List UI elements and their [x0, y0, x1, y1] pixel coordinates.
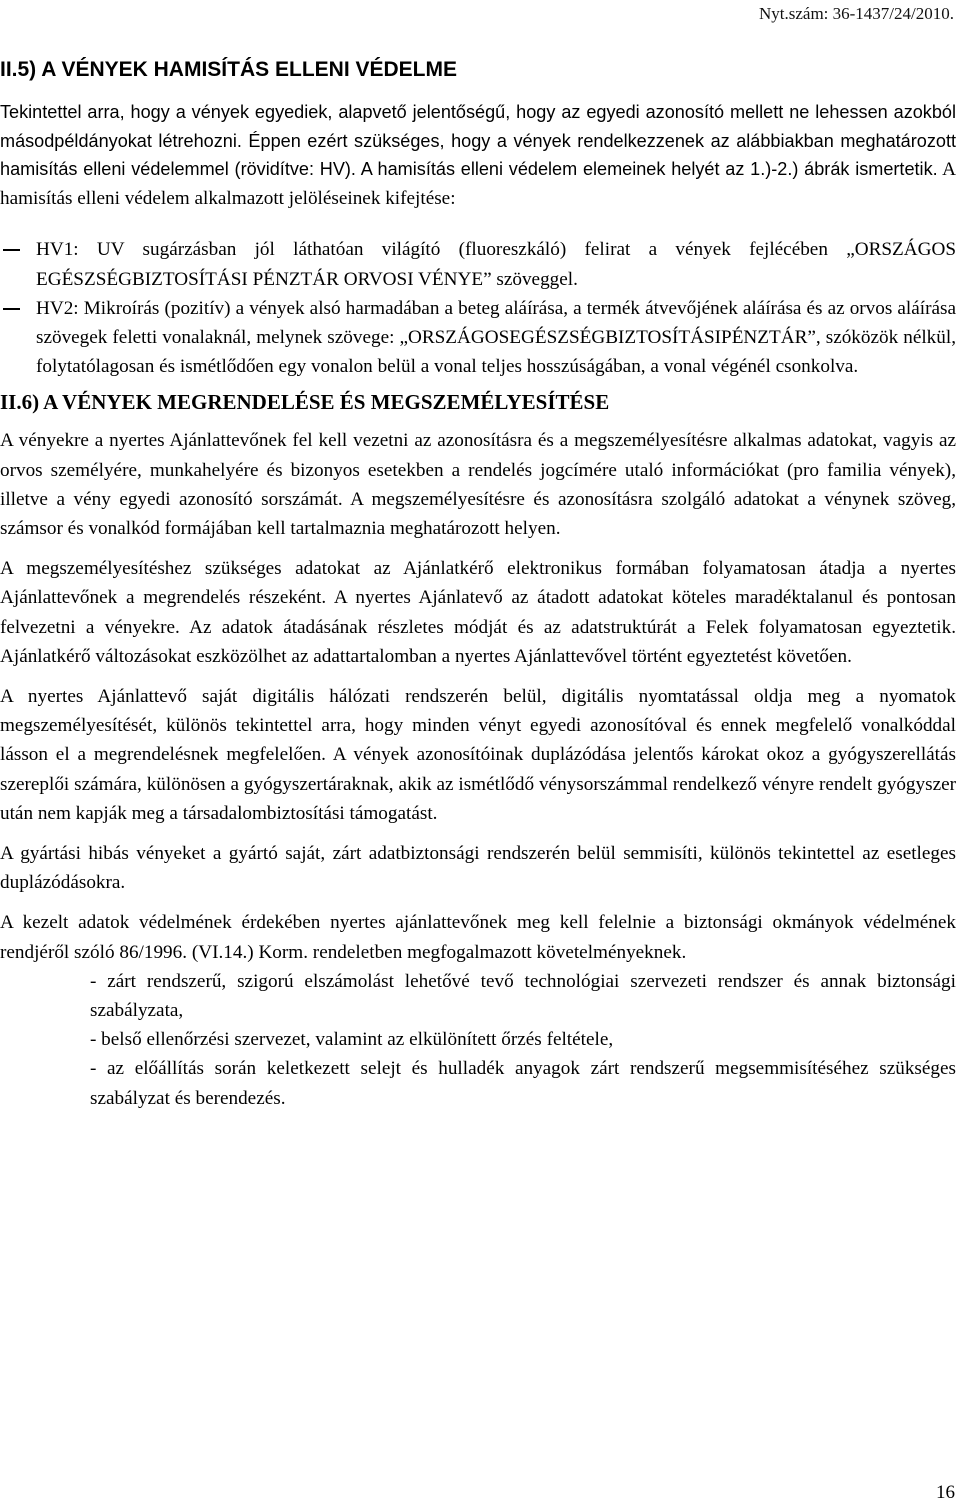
- document-body: [0, 55, 956, 1113]
- section-title-hamisitas: II.5) A VÉNYEK HAMISÍTÁS ELLENI VÉDELME: [0, 58, 457, 81]
- section-title-megrendeles: II.6) A VÉNYEK MEGRENDELÉSE ÉS MEGSZEMÉLYESÍTÉSE: [0, 390, 610, 415]
- requirement-item: - zárt rendszerű, szigorú elszámolást lehetővé tevő technológiai szervezeti rendszer és annak biztonsági szabályzata,: [90, 970, 956, 1022]
- dash-icon: [3, 308, 20, 310]
- dash-icon: [3, 249, 20, 251]
- requirements-list: [0, 967, 956, 1113]
- requirement-item: - az előállítás során keletkezett selejt és hulladék anyagok zárt rendszerű megsemmisítéséhez szükséges szabályzat és berendezés.: [90, 1058, 956, 1109]
- requirement-item: - belső ellenőrzési szervezet, valamint az elkülönített őrzés feltétele,: [90, 1029, 614, 1051]
- hv-item-text: HV2: Mikroírás (pozitív) a vények alsó harmadában a beteg aláírása, a termék átvevőjének aláírása és az orvos aláírása szövegek feletti vonalaknál, melynek szövege: „ORSZÁGOSEGÉSZSÉGBIZTOSÍTÁSIPÉNZTÁR”, szóközök nélkül, folytatólagosan és ismétlődően egy vonalon belül a vonal teljes hosszúságában, a vonal végénél csonkolva.: [36, 297, 956, 378]
- paragraph-4: A gyártási hibás vényeket a gyártó saját, zárt adatbiztonsági rendszerén belül semmisíti, különös tekintettel az esetleges duplázódásokra.: [0, 843, 956, 894]
- paragraph-3: A nyertes Ajánlattevő saját digitális hálózati rendszerén belül, digitális nyomtatással oldja meg a nyomatok megszemélyesítését, különös tekintettel arra, hogy minden vényt egyedi azonosítóval és ennek megfelelő vonalkóddal lásson el a megrendelésnek megfelelően. A vények azonosítóinak duplázódása jelentős károkat okoz a gyógyszerellátás szereplői számára, különösen a gyógyszertáraknak, akik az ismétlődő vénysorszámmal rendelkező vényre rendelt gyógyszer után nem kapják meg a társadalombiztosítási támogatást.: [0, 686, 956, 824]
- intro-paragraph: [0, 98, 956, 213]
- hv-item-2: [0, 294, 956, 382]
- page-number: 16: [936, 1482, 955, 1503]
- hv-list: [0, 235, 956, 381]
- document-reference-number: Nyt.szám: 36-1437/24/2010.: [758, 4, 954, 23]
- intro-main-text: Tekintettel arra, hogy a vények egyediek, alapvető jelentőségű, hogy az egyedi azonosító mellett ne lehessen azokból másodpéldányokat létrehozni. Éppen ezért szükséges, hogy a vények rendelkezzenek az alábbiakban meghatározott hamisítás elleni védelemmel (rövidítve: HV). A hamisítás elleni védelem elemeinek helyét az 1.)-2.) ábrák ismertetik.: [0, 102, 956, 179]
- paragraph-5: A kezelt adatok védelmének érdekében nyertes ajánlattevőnek meg kell felelnie a biztonsági okmányok védelmének rendjéről szóló 86/1996. (VI.14.) Korm. rendeletben megfogalmazott követelményeknek.: [0, 912, 956, 963]
- hv-item-1: [0, 235, 956, 293]
- hv-item-text: HV1: UV sugárzásban jól láthatóan világító (fluoreszkáló) felirat a vények fejlécében „ORSZÁGOS EGÉSZSÉGBIZTOSÍTÁSI PÉNZTÁR ORVOSI VÉNYE” szöveggel.: [36, 239, 956, 290]
- paragraph-1: A vényekre a nyertes Ajánlattevőnek fel kell vezetni az azonosításra és a megszemélyesítésre alkalmas adatokat, vagyis az orvos személyére, munkahelyére és bizonyos esetekben a rendelés jogcímére utaló információkat (pro familia vények), illetve a vény egyedi azonosító sorszámát. A megszemélyesítésre és azonosításra szolgáló adatokat a vénynek szöveg, számsor és vonalkód formájában kell tartalmaznia meghatározott helyen.: [0, 430, 956, 540]
- paragraph-2: A megszemélyesítéshez szükséges adatokat az Ajánlatkérő elektronikus formában folyamatosan átadja a nyertes Ajánlattevőnek a megrendelés részeként. A nyertes Ajánlatevő az átadott adatokat köteles maradéktalanul és pontosan felvezetni a vényekre. Az adatok átadásának részletes módját és az adatstruktúrát a Felek folyamatosan egyeztetik. Ajánlatkérő változásokat eszközölhet az adattartalomban a nyertes Ajánlattevővel történt egyeztetést követően.: [0, 558, 956, 667]
- intro-tail-text: A hamisítás elleni védelem alkalmazott jelöléseinek kifejtése:: [0, 159, 956, 210]
